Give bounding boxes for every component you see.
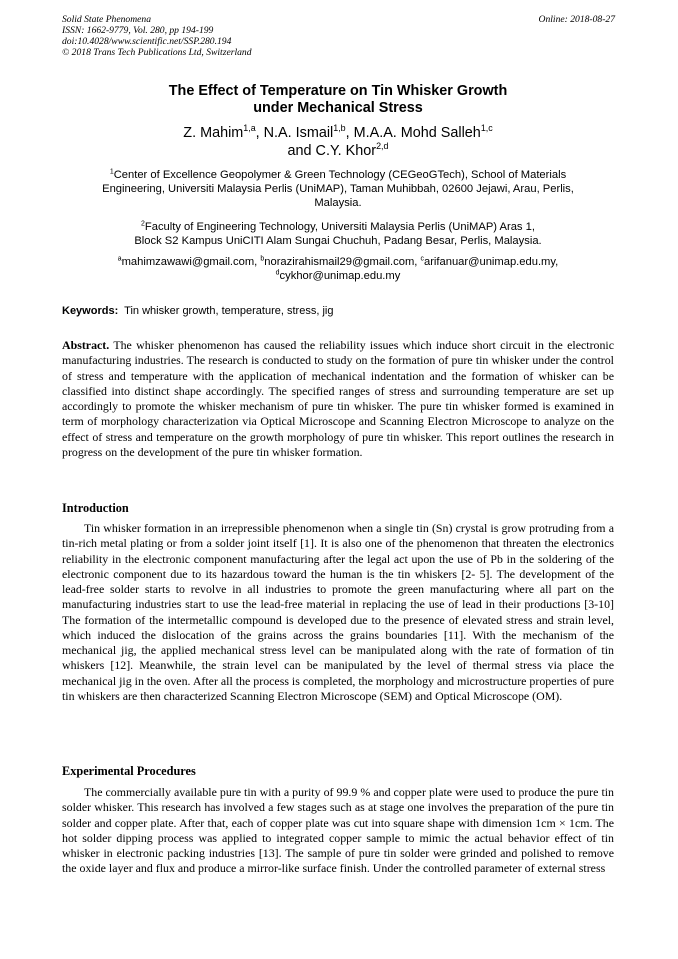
author-name: M.A.A. Mohd Salleh (353, 125, 481, 141)
affiliation-mark: 1 (109, 168, 114, 176)
author-name: Z. Mahim (183, 125, 244, 141)
author-affiliation-mark: 1,b (333, 123, 346, 134)
journal-issn: ISSN: 1662-9779, Vol. 280, pp 194-199 (62, 25, 214, 36)
emails-line-1 (60, 255, 616, 269)
affiliation-line (60, 220, 616, 234)
author-separator: , (345, 125, 354, 141)
section-heading-experimental: Experimental Procedures (62, 764, 196, 778)
emails-line-2 (60, 269, 616, 283)
author-list (60, 124, 616, 160)
email-address: arifanuar@unimap.edu.my, (423, 256, 559, 268)
title-line-2: under Mechanical Stress (253, 100, 423, 116)
section-heading-introduction: Introduction (62, 501, 129, 515)
affiliation-line: Engineering, Universiti Malaysia Perlis (UniMAP), Taman Muhibbah, 02600 Jejawi, Arau, Perlis, (102, 183, 574, 196)
author-conjunction: and (287, 143, 316, 159)
affiliation-text: Faculty of Engineering Technology, Universiti Malaysia Perlis (UniMAP) Aras 1, (144, 221, 535, 233)
introduction-paragraph: Tin whisker formation in an irrepressible phenomenon when a single tin (Sn) crystal is grow protruding from a tin-rich metal plating or from a solder joint itself [1]. It is also one of the phenomenon that threaten the electronics reliability in the electronic component manufacturing after the legal act upon the use of Pb in the soldering of the electronic component due to its hazardous toward the human is the tin whiskers [2- 5]. The development of the lead-free solder starts to revolve in all industries to promote the green manufacturing where all part on the manufacturing industries start to use the lead-free material in replacing the use of lead in their productions [3-10] The formation of the intermetallic compound is developed due to the presence of elevated stress and strain level, which induced the dislocation of the grains across the grains boundaries [11]. With the mechanism of the mechanical jig, the applied mechanical stress level can be manipulated along with the rate of formation of tin whiskers [12]. Meanwhile, the strain level can be manipulated by the level of thermal stress via place the mechanical jig in the oven. After all the process is completed, the morphology and microstructure properties of pure tin whiskers are then characterized Scanning Electron Microscope (SEM) and Optical Microscope (OM). (62, 521, 614, 703)
abstract-label: Abstract. (62, 338, 110, 352)
paper-title (60, 83, 616, 117)
author-name: N.A. Ismail (263, 125, 334, 141)
journal-name: Solid State Phenomena (62, 14, 151, 25)
authors-line-2 (60, 142, 616, 160)
author-affiliation-mark: 1,c (480, 123, 493, 134)
affiliation-text: Center of Excellence Geopolymer & Green Technology (CEGeoGTech), School of Materials (113, 169, 567, 181)
author-affiliation-mark: 1,a (243, 123, 256, 134)
affiliation-mark: 2 (141, 220, 145, 228)
email-mark: a (117, 255, 122, 263)
abstract-text: The whisker phenomenon has caused the reliability issues which induce short circuit in the electronic manufacturing industries. The research is conducted to study on the formation of pure tin whisker under the control of stress and temperature with the application of mechanical indentation and the formation of whisker can be classified into distinct shape accordingly. The specified ranges of stress and surrounding temperature are set up accordingly to promote the whisker mechanism of pure tin whisker. The pure tin whisker formed is examined in term of morphology characterization via Optical Microscope and Scanning Electron Microscope to analyze on the effect of stress and temperature on the growth morphology of pure tin whisker. This report outlines the research in progress on the development of the pure tin whisker formation. (62, 338, 614, 459)
author-affiliation-mark: 2,d (376, 141, 389, 152)
experimental-paragraph: The commercially available pure tin with a purity of 99.9 % and copper plate were used to produce the pure tin solder whisker. This research has involved a few stages such as at stage one involves the preparation of the pure tin solder and copper plate. After that, each of copper plate was cut into square shape with dimension 1cm × 1cm. The hot solder dipping process was applied to integrated copper sample to mimic the actual behavior effect of tin whisker in electronic packing industries [13]. The sample of pure tin solder were grinded and polished to remove the oxide layer and flux and produce a mirror-like surface finish. Under the controlled parameter of external stress (62, 785, 614, 876)
author-name: C.Y. Khor (315, 143, 377, 159)
email-address: norazirahismail29@gmail.com, (264, 256, 421, 268)
journal-doi: doi:10.4028/www.scientific.net/SSP.280.194 (62, 36, 232, 47)
title-line-1: The Effect of Temperature on Tin Whisker Growth (168, 83, 508, 99)
affiliation-2 (60, 220, 616, 248)
author-emails (60, 255, 616, 284)
email-mark: b (260, 255, 265, 263)
keywords (62, 304, 333, 318)
affiliation-line (60, 168, 616, 182)
keywords-label: Keywords: (62, 305, 119, 317)
journal-header (62, 14, 252, 58)
online-date: Online: 2018-08-27 (538, 14, 615, 25)
email-address: mahimzawawi@gmail.com, (121, 256, 261, 268)
affiliation-1 (60, 168, 616, 211)
affiliation-line: Malaysia. (314, 197, 362, 210)
journal-copyright: © 2018 Trans Tech Publications Ltd, Switzerland (62, 47, 252, 58)
author-separator: , (255, 125, 264, 141)
abstract (62, 338, 614, 460)
email-mark: c (420, 255, 424, 263)
authors-line-1 (60, 124, 616, 142)
email-mark: d (275, 269, 280, 277)
affiliation-line: Block S2 Kampus UniCITI Alam Sungai Chuchuh, Padang Besar, Perlis, Malaysia. (134, 235, 542, 248)
keywords-text: Tin whisker growth, temperature, stress, jig (124, 305, 334, 317)
email-address: cykhor@unimap.edu.my (279, 270, 401, 283)
